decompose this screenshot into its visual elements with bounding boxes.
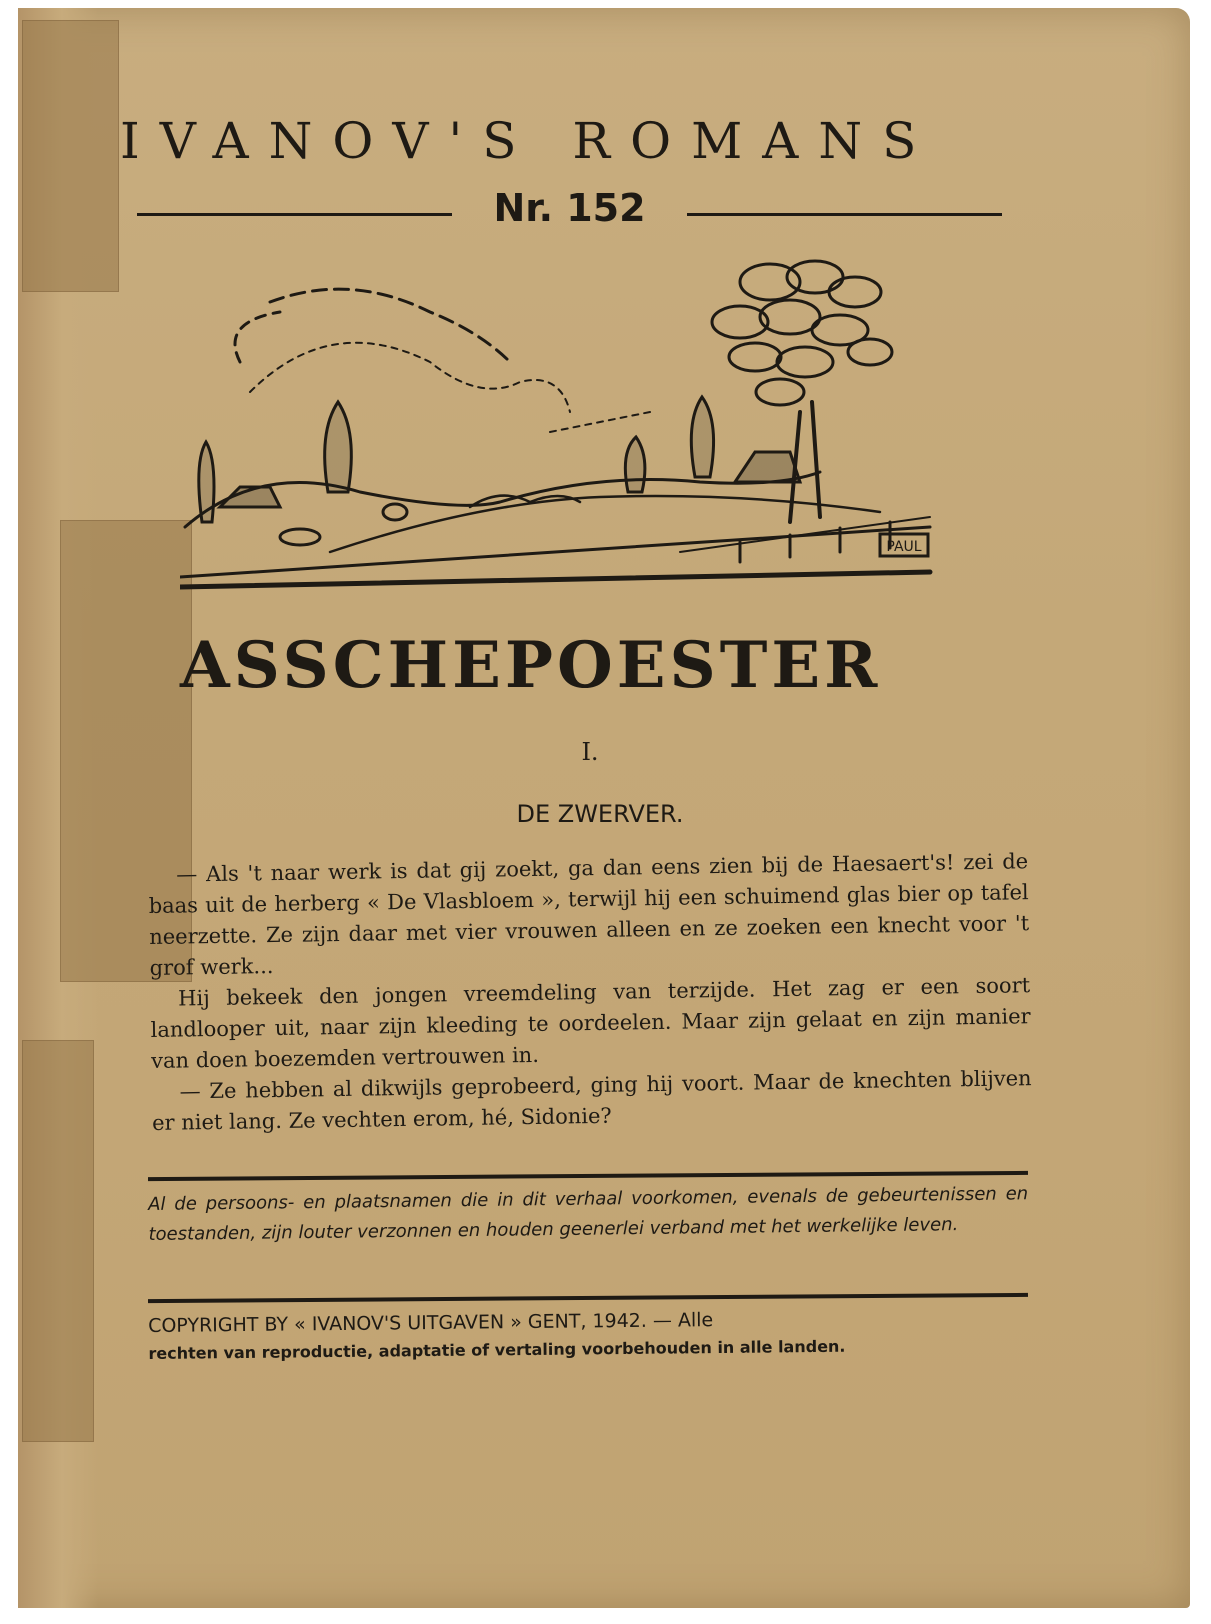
copyright-notice <box>148 1303 1029 1368</box>
series-title: IVANOV'S ROMANS <box>120 112 937 170</box>
book-title: ASSCHEPOESTER <box>180 628 882 703</box>
tape-strip-top <box>22 20 119 292</box>
fiction-notice: Al de persoons- en plaatsnamen die in dit verhaal voorkomen, evenals de gebeurtenissen en toestanden, zijn louter verzonnen en houden geenerlei verband met het werkelijke leven. <box>148 1183 1029 1245</box>
story-text <box>148 846 1032 1139</box>
chapter-title: DE ZWERVER. <box>516 800 684 828</box>
landscape-illustration <box>180 252 970 612</box>
copyright-line-1: COPYRIGHT BY « IVANOV'S UITGAVEN » GENT, 1942. — Alle <box>148 1309 714 1337</box>
story-paragraph: — Als 't naar werk is dat gij zoekt, ga dan eens zien bij de Haesaert's! zei de baas uit de herberg « De Vlasbloem », terwijl hij een schuimend glas bier op tafel neerzette. Ze zijn daar met vier vrouwen alleen en ze zoeken een knecht voor 't grof werk... <box>148 849 1030 980</box>
story-paragraph: — Ze hebben al dikwijls geprobeerd, ging hij voort. Maar de knechten blijven er niet lang. Ze vechten erom, hé, Sidonie? <box>151 1066 1032 1135</box>
chapter-number: I. <box>581 738 599 766</box>
story-paragraph: Hij bekeek den jongen vreemdeling van terzijde. Het zag er een soort landlooper uit, naar zijn kleeding te oordeelen. Maar zijn gelaat en zijn manier van doen boezemden vertrouwen in. <box>150 973 1031 1073</box>
issue-row <box>137 186 1012 240</box>
issue-rule-left <box>137 213 452 216</box>
copyright-line-2: rechten van reproductie, adaptatie of vertaling voorbehouden in alle landen. <box>148 1336 846 1363</box>
issue-rule-right <box>687 213 1002 216</box>
issue-number: Nr. 152 <box>493 186 646 230</box>
tape-strip-bottom <box>22 1040 94 1442</box>
illustration-signature: PAUL <box>886 539 922 555</box>
